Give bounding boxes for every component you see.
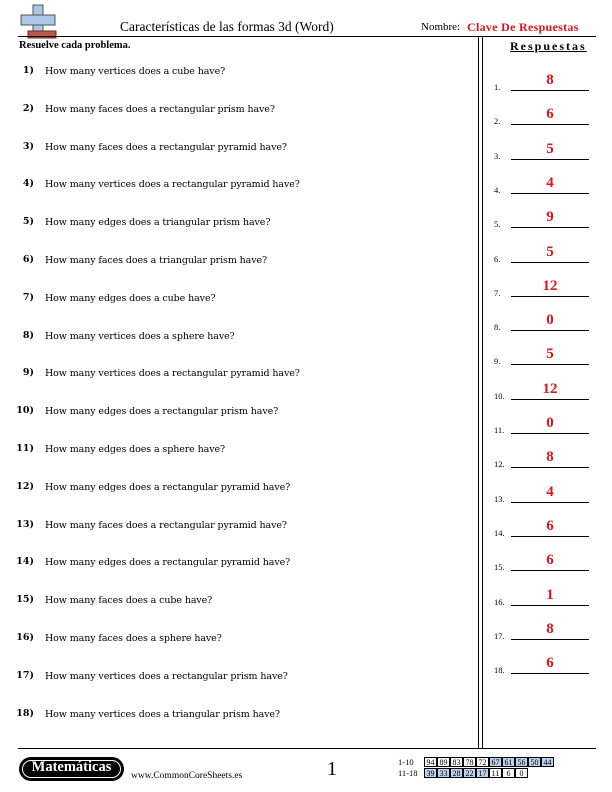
- score-cell: 89: [437, 757, 450, 767]
- subject-badge-label: Matemáticas: [31, 759, 112, 775]
- question-text: How many edges does a rectangular pyramid have?: [45, 557, 291, 569]
- answer-value: 4: [546, 174, 554, 191]
- answer-item: [494, 72, 594, 92]
- question-text: How many faces does a rectangular pyramid have?: [45, 141, 287, 153]
- answer-item: [494, 484, 594, 504]
- page-number: 1: [327, 758, 337, 780]
- answer-line: [511, 433, 589, 434]
- answer-number: 8.: [494, 322, 501, 333]
- question-number: 3): [22, 140, 34, 152]
- answer-item: [494, 552, 594, 572]
- question-text: How many edges does a triangular prism have?: [45, 217, 271, 229]
- answer-value: 6: [546, 552, 554, 569]
- answer-item: [494, 244, 594, 264]
- answer-value: 12: [542, 380, 558, 397]
- question-item: [0, 481, 470, 497]
- question-item: [0, 216, 470, 232]
- site-url: www.CommonCoreSheets.es: [131, 771, 243, 781]
- question-number: 16): [16, 632, 34, 643]
- answer-value: 9: [546, 209, 554, 226]
- name-value: Clave De Respuestas: [467, 20, 579, 34]
- question-item: [0, 594, 470, 610]
- question-number: 7): [22, 291, 34, 303]
- answer-item: [494, 346, 594, 366]
- question-item: [0, 103, 470, 119]
- answer-number: 4.: [494, 184, 501, 195]
- question-text: How many faces does a rectangular pyramid have?: [45, 519, 287, 531]
- answer-number: 15.: [494, 562, 505, 573]
- score-row-label: 11-18: [398, 768, 418, 778]
- question-text: How many faces does a triangular prism have?: [45, 255, 268, 266]
- score-cell: 17: [476, 768, 489, 778]
- score-cell: 83: [450, 757, 463, 767]
- answer-item: [494, 449, 594, 469]
- question-text: How many edges does a rectangular prism have?: [45, 406, 279, 418]
- answer-number: 6.: [494, 253, 501, 264]
- answer-line: [511, 227, 589, 228]
- answer-value: 6: [546, 106, 554, 123]
- answer-value: 8: [546, 72, 554, 88]
- question-number: 18): [16, 707, 34, 719]
- math-plus-logo-icon: [18, 4, 58, 40]
- answer-value: 4: [546, 483, 554, 500]
- question-item: [0, 443, 470, 459]
- question-item: [0, 405, 470, 421]
- answer-value: 8: [546, 449, 554, 466]
- answer-number: 18.: [494, 665, 505, 676]
- score-cell: 33: [437, 768, 450, 778]
- score-cell: 6: [502, 768, 515, 778]
- answer-item: [494, 518, 594, 538]
- answer-line: [511, 502, 589, 503]
- answer-item: [494, 209, 594, 229]
- question-text: How many vertices does a rectangular prism have?: [45, 670, 288, 682]
- question-number: 10): [16, 405, 34, 417]
- answer-value: 12: [542, 277, 558, 294]
- question-number: 8): [22, 329, 34, 341]
- answer-line: [511, 90, 589, 91]
- score-cell: 39: [424, 768, 437, 778]
- answer-value: 0: [546, 415, 554, 431]
- answer-line: [511, 262, 589, 263]
- question-text: How many vertices does a rectangular pyramid have?: [45, 368, 300, 380]
- score-cell: 56: [515, 757, 528, 767]
- answer-line: [511, 296, 589, 297]
- score-cell: 22: [463, 768, 476, 778]
- score-cell: 28: [450, 768, 463, 778]
- question-number: 6): [22, 254, 34, 265]
- score-cell: 0: [515, 768, 528, 778]
- answer-line: [511, 605, 589, 606]
- answer-item: [494, 175, 594, 195]
- answer-number: 14.: [494, 527, 505, 538]
- column-divider: [482, 36, 483, 748]
- question-item: [0, 519, 470, 535]
- answer-value: 6: [546, 655, 554, 672]
- question-item: [0, 330, 470, 346]
- question-number: 9): [22, 367, 34, 379]
- score-cell: 72: [476, 757, 489, 767]
- answer-line: [511, 570, 589, 571]
- answer-line: [511, 159, 589, 160]
- answer-value: 5: [546, 140, 554, 157]
- question-text: How many vertices does a rectangular pyramid have?: [45, 179, 300, 191]
- answer-item: [494, 621, 594, 641]
- score-cell: 78: [463, 757, 476, 767]
- question-number: 11): [16, 443, 34, 454]
- question-number: 12): [16, 480, 34, 492]
- answer-value: 6: [546, 517, 554, 534]
- question-item: [0, 292, 470, 308]
- answer-number: 1.: [494, 82, 501, 92]
- answer-line: [511, 536, 589, 537]
- header-divider: [18, 36, 596, 37]
- answer-item: [494, 312, 594, 332]
- answer-item: [494, 141, 594, 161]
- question-item: [0, 556, 470, 572]
- answer-number: 17.: [494, 630, 505, 641]
- question-number: 4): [22, 178, 34, 190]
- question-number: 13): [16, 518, 34, 530]
- answer-line: [511, 124, 589, 125]
- instructions: Resuelve cada problema.: [19, 40, 131, 51]
- question-item: [0, 254, 470, 270]
- question-text: How many vertices does a cube have?: [45, 66, 226, 77]
- answer-line: [511, 330, 589, 331]
- question-item: [0, 141, 470, 157]
- question-item: [0, 367, 470, 383]
- answer-line: [511, 364, 589, 365]
- question-number: 15): [16, 594, 34, 606]
- answer-value: 8: [546, 620, 554, 637]
- answers-header: Respuestas: [510, 39, 587, 53]
- question-item: [0, 632, 470, 648]
- answer-value: 0: [546, 312, 554, 329]
- subject-badge: [19, 757, 124, 781]
- score-cell: 67: [489, 757, 502, 767]
- question-item: [0, 65, 470, 81]
- answer-number: 13.: [494, 493, 505, 504]
- score-cell: 11: [489, 768, 502, 778]
- question-number: 14): [16, 556, 34, 568]
- question-item: [0, 178, 470, 194]
- answer-item: [494, 381, 594, 401]
- answer-item: [494, 106, 594, 126]
- question-text: How many faces does a cube have?: [45, 595, 213, 607]
- question-text: How many vertices does a sphere have?: [45, 330, 235, 342]
- score-cell: 50: [528, 757, 541, 767]
- worksheet-title: Características de las formas 3d (Word): [120, 19, 334, 34]
- answer-item: [494, 415, 594, 435]
- answer-line: [511, 673, 589, 674]
- answer-line: [511, 193, 589, 194]
- question-number: 17): [16, 669, 34, 681]
- answer-item: [494, 655, 594, 675]
- answer-line: [511, 467, 589, 468]
- answer-number: 2.: [494, 116, 501, 127]
- answer-value: 1: [546, 586, 554, 603]
- score-row-label: 1-10: [398, 757, 414, 767]
- column-divider: [478, 36, 479, 748]
- answer-number: 16.: [494, 596, 505, 607]
- question-text: How many edges does a rectangular pyramid have?: [45, 481, 291, 493]
- question-text: How many vertices does a triangular prism have?: [45, 708, 280, 720]
- answer-number: 3.: [494, 150, 501, 161]
- question-text: How many faces does a rectangular prism have?: [45, 103, 275, 115]
- answer-number: 5.: [494, 219, 501, 230]
- question-number: 2): [22, 102, 34, 114]
- question-item: [0, 708, 470, 724]
- answer-value: 5: [546, 346, 554, 363]
- question-text: How many edges does a sphere have?: [45, 444, 225, 455]
- answer-number: 11.: [494, 425, 505, 435]
- score-cell: 94: [424, 757, 437, 767]
- score-cell: 44: [541, 757, 554, 767]
- answer-number: 7.: [494, 287, 501, 298]
- footer-divider: [18, 748, 596, 749]
- answer-item: [494, 587, 594, 607]
- answer-line: [511, 399, 589, 400]
- name-label: Nombre:: [421, 21, 461, 33]
- question-number: 1): [22, 65, 34, 76]
- question-text: How many faces does a sphere have?: [45, 633, 222, 644]
- answer-number: 9.: [494, 356, 501, 367]
- answer-number: 10.: [494, 390, 505, 401]
- question-number: 5): [22, 216, 34, 228]
- question-text: How many edges does a cube have?: [45, 292, 216, 304]
- answer-value: 5: [546, 243, 554, 260]
- answer-line: [511, 639, 589, 640]
- question-item: [0, 670, 470, 686]
- score-cell: 61: [502, 757, 515, 767]
- answer-number: 12.: [494, 459, 505, 470]
- answer-item: [494, 278, 594, 298]
